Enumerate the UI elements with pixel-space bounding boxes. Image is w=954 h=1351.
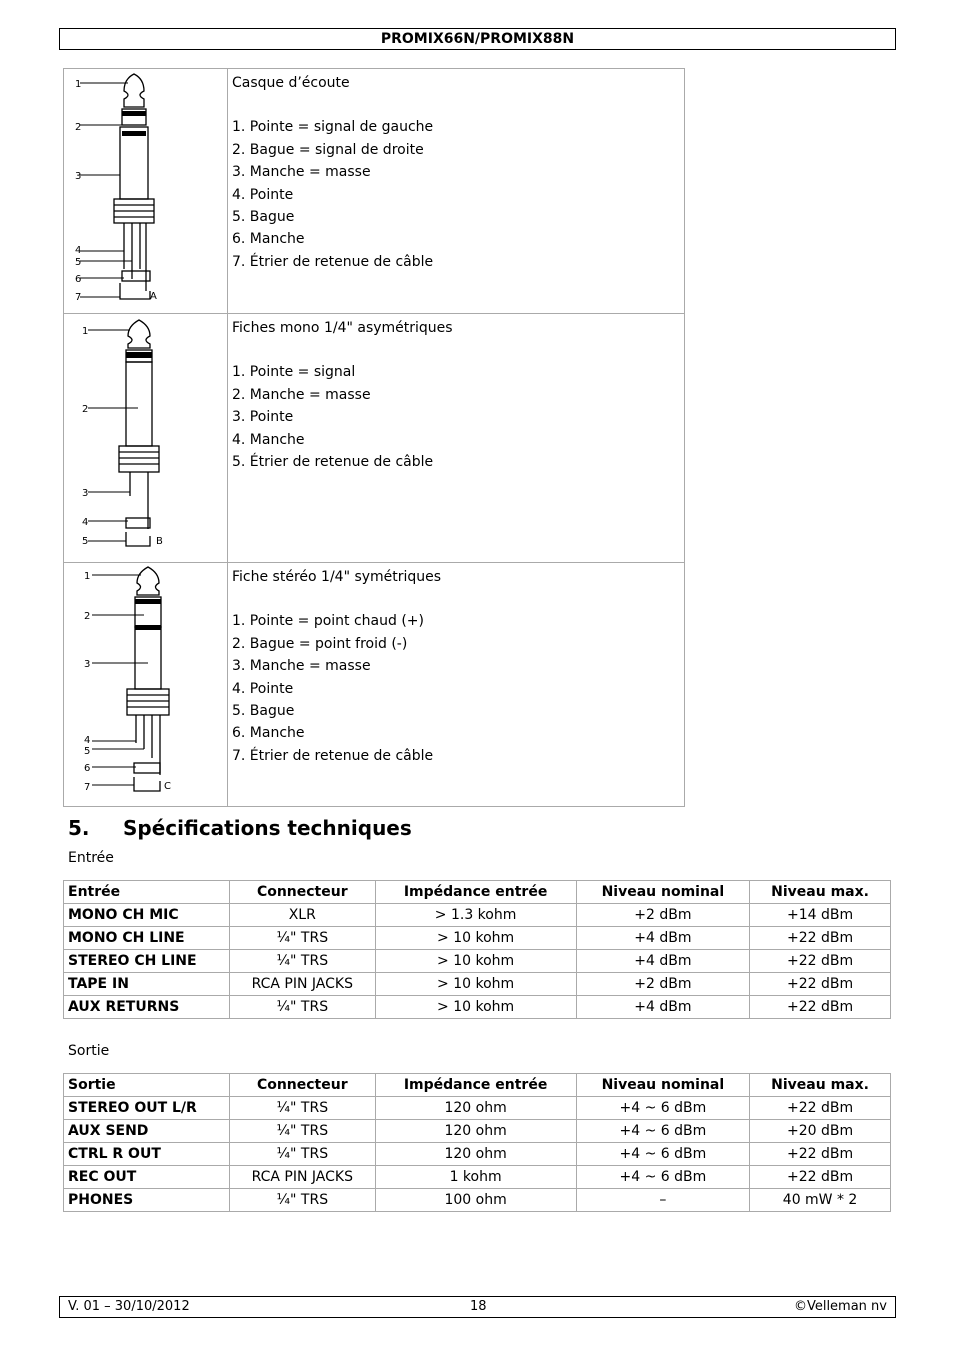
callout-1: 1 [84, 571, 91, 582]
pin-item: 2. Bague = point froid (-) [232, 635, 408, 652]
callout-2: 2 [82, 404, 89, 415]
row-label-cell: PHONES [64, 1189, 230, 1212]
plug-title: Fiche stéréo 1/4" symétriques [232, 569, 442, 585]
column-header: Niveau max. [750, 1074, 891, 1097]
plug-title: Fiches mono 1/4" asymétriques [232, 320, 453, 336]
row-label-cell: CTRL R OUT [64, 1143, 230, 1166]
output-table-body [64, 1097, 891, 1212]
table-cell: – [576, 1189, 750, 1212]
table-cell: RCA PIN JACKS [230, 1166, 376, 1189]
row-label-cell: AUX SEND [64, 1120, 230, 1143]
table-row [64, 1143, 891, 1166]
mono-plug-diagram-b [64, 314, 227, 558]
table-cell: +2 dBm [576, 973, 750, 996]
table-cell: XLR [230, 904, 376, 927]
table-cell: +22 dBm [750, 1143, 891, 1166]
table-cell: RCA PIN JACKS [230, 973, 376, 996]
table-cell: +4 dBm [576, 950, 750, 973]
plug-table [63, 68, 685, 807]
callout-2: 2 [75, 122, 82, 133]
table-cell: +4 dBm [576, 996, 750, 1019]
pin-item: 4. Pointe [232, 680, 294, 697]
plug-diagram-c [64, 563, 228, 807]
output-caption: Sortie [68, 1043, 110, 1059]
table-header-row [64, 881, 891, 904]
table-cell: +4 ~ 6 dBm [576, 1166, 750, 1189]
plug-row-c [64, 563, 685, 807]
table-cell: +4 ~ 6 dBm [576, 1143, 750, 1166]
pin-list [232, 361, 680, 473]
table-cell: ¼" TRS [230, 1143, 376, 1166]
callout-4: 4 [82, 517, 89, 528]
table-cell: ¼" TRS [230, 950, 376, 973]
table-cell: +20 dBm [750, 1120, 891, 1143]
table-cell: ¼" TRS [230, 1097, 376, 1120]
pin-item: 5. Bague [232, 209, 295, 226]
table-row [64, 1189, 891, 1212]
header-title: PROMIX66N/PROMIX88N [380, 31, 575, 47]
table-cell: > 10 kohm [375, 927, 576, 950]
plug-row-b [64, 314, 685, 563]
diagram-letter: A [150, 291, 157, 302]
callout-4: 4 [84, 735, 91, 746]
pin-item: 3. Pointe [232, 409, 294, 426]
section-number: 5. [68, 816, 90, 840]
plug-description-a [228, 69, 685, 314]
row-label-cell: AUX RETURNS [64, 996, 230, 1019]
column-header: Impédance entrée [375, 881, 576, 904]
table-cell: +22 dBm [750, 973, 891, 996]
pin-item: 6. Manche [232, 231, 305, 248]
pin-item: 7. Étrier de retenue de câble [232, 253, 434, 270]
table-row [64, 927, 891, 950]
diagram-letter: C [164, 781, 171, 792]
row-label-cell: MONO CH LINE [64, 927, 230, 950]
callout-3: 3 [82, 488, 89, 499]
column-header: Sortie [64, 1074, 230, 1097]
table-cell: > 10 kohm [375, 973, 576, 996]
footer-version: V. 01 – 30/10/2012 [68, 1299, 190, 1314]
table-cell: +22 dBm [750, 950, 891, 973]
table-cell: ¼" TRS [230, 927, 376, 950]
diagram-letter: B [156, 536, 163, 547]
page-footer [59, 1296, 896, 1318]
pin-item: 2. Manche = masse [232, 386, 371, 403]
column-header: Niveau max. [750, 881, 891, 904]
pin-item: 1. Pointe = point chaud (+) [232, 613, 424, 630]
table-cell: > 10 kohm [375, 996, 576, 1019]
callout-7: 7 [84, 782, 91, 793]
table-cell: +22 dBm [750, 1166, 891, 1189]
pin-item: 1. Pointe = signal de gauche [232, 119, 434, 136]
pin-list [232, 610, 680, 767]
footer-copyright: ©Velleman nv [793, 1299, 887, 1314]
table-cell: ¼" TRS [230, 996, 376, 1019]
callout-6: 6 [75, 274, 82, 285]
page-header [59, 28, 896, 50]
column-header: Entrée [64, 881, 230, 904]
pin-item: 2. Bague = signal de droite [232, 141, 424, 158]
table-row [64, 1166, 891, 1189]
pin-list [232, 116, 680, 273]
table-header-row [64, 1074, 891, 1097]
table-row [64, 904, 891, 927]
table-cell: > 10 kohm [375, 950, 576, 973]
pin-item: 3. Manche = masse [232, 164, 371, 181]
column-header: Niveau nominal [576, 881, 750, 904]
callout-3: 3 [84, 659, 91, 670]
ring-band [122, 131, 146, 136]
callout-5: 5 [75, 257, 82, 268]
callout-1: 1 [75, 79, 82, 90]
row-label-cell: REC OUT [64, 1166, 230, 1189]
row-label-cell: STEREO CH LINE [64, 950, 230, 973]
column-header: Impédance entrée [375, 1074, 576, 1097]
table-row [64, 996, 891, 1019]
table-cell: 40 mW * 2 [750, 1189, 891, 1212]
plug-title: Casque d’écoute [232, 75, 350, 91]
table-cell: > 1.3 kohm [375, 904, 576, 927]
callout-1: 1 [82, 326, 89, 337]
table-cell: 1 kohm [375, 1166, 576, 1189]
footer-page-number: 18 [470, 1299, 487, 1314]
table-cell: +4 ~ 6 dBm [576, 1097, 750, 1120]
table-cell: +22 dBm [750, 996, 891, 1019]
table-cell: +4 dBm [576, 927, 750, 950]
pin-item: 4. Pointe [232, 186, 294, 203]
table-cell: ¼" TRS [230, 1189, 376, 1212]
callout-7: 7 [75, 292, 82, 303]
pin-item: 5. Bague [232, 703, 295, 720]
stereo-plug-diagram-c [64, 563, 227, 802]
table-cell: 120 ohm [375, 1143, 576, 1166]
callout-5: 5 [84, 746, 91, 757]
plug-diagram-a [64, 69, 228, 314]
pin-item: 5. Étrier de retenue de câble [232, 454, 434, 471]
row-label-cell: MONO CH MIC [64, 904, 230, 927]
stereo-plug-diagram-a [64, 69, 227, 309]
table-row [64, 1120, 891, 1143]
pin-item: 3. Manche = masse [232, 658, 371, 675]
input-caption: Entrée [68, 850, 114, 866]
pin-item: 6. Manche [232, 725, 305, 742]
table-cell: 120 ohm [375, 1120, 576, 1143]
row-label-cell: STEREO OUT L/R [64, 1097, 230, 1120]
row-label-cell: TAPE IN [64, 973, 230, 996]
column-header: Niveau nominal [576, 1074, 750, 1097]
table-row [64, 973, 891, 996]
plug-description-c [228, 563, 685, 807]
callout-6: 6 [84, 763, 91, 774]
section-heading [68, 816, 412, 840]
column-header: Connecteur [230, 881, 376, 904]
output-spec-table [63, 1073, 891, 1212]
table-cell: 100 ohm [375, 1189, 576, 1212]
callout-5: 5 [82, 536, 89, 547]
pin-item: 1. Pointe = signal [232, 364, 356, 381]
plug-row-a [64, 69, 685, 314]
callout-4: 4 [75, 245, 82, 256]
table-row [64, 1097, 891, 1120]
table-cell: 120 ohm [375, 1097, 576, 1120]
column-header: Connecteur [230, 1074, 376, 1097]
table-cell: +14 dBm [750, 904, 891, 927]
input-table-body [64, 904, 891, 1019]
input-spec-table [63, 880, 891, 1019]
table-cell: +4 ~ 6 dBm [576, 1120, 750, 1143]
callout-2: 2 [84, 611, 91, 622]
section-title: Spécifications techniques [123, 816, 412, 840]
table-row [64, 950, 891, 973]
pin-item: 7. Étrier de retenue de câble [232, 747, 434, 764]
plug-diagram-b [64, 314, 228, 563]
table-cell: ¼" TRS [230, 1120, 376, 1143]
plug-description-b [228, 314, 685, 563]
table-cell: +22 dBm [750, 1097, 891, 1120]
pin-item: 4. Manche [232, 431, 305, 448]
callout-3: 3 [75, 171, 82, 182]
table-cell: +2 dBm [576, 904, 750, 927]
table-cell: +22 dBm [750, 927, 891, 950]
